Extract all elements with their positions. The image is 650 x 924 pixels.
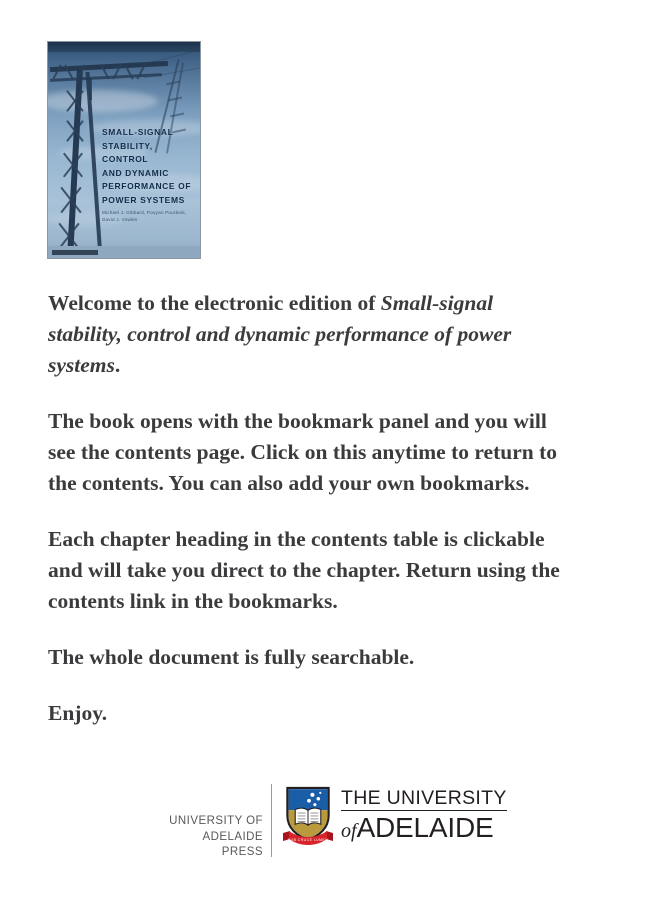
paragraph-searchable: The whole document is fully searchable.	[48, 645, 415, 669]
cover-title-line-6: POWER SYSTEMS	[102, 194, 185, 205]
university-of-word: of	[341, 820, 357, 842]
book-title-italic: Small-signal stability, control and dynamic performance of power systems	[48, 291, 512, 377]
university-adelaide-word: ADELAIDE	[356, 812, 494, 843]
cover-title-line-2: STABILITY,	[102, 140, 153, 151]
logo-divider	[271, 784, 272, 857]
book-cover-image	[48, 42, 200, 258]
cover-title-line-1: SMALL-SIGNAL	[102, 127, 174, 137]
university-of-adelaide-wordmark	[341, 788, 511, 847]
cover-title-line-4: AND DYNAMIC	[102, 167, 170, 178]
university-crest-icon	[285, 786, 331, 858]
press-line-2: ADELAIDE PRESS	[202, 830, 263, 858]
paragraph-bookmarks: The book opens with the bookmark panel and you will see the contents page. Click on this anytime to return to the contents. You can also add your own bookmarks.	[48, 409, 557, 495]
crest-motto-text: SUB CRUCE LUMEN	[287, 837, 329, 842]
adelaide-press-wordmark	[163, 814, 263, 861]
paragraph-1-suffix: .	[114, 353, 121, 377]
crest-ribbon-icon	[282, 828, 334, 850]
paragraph-welcome	[48, 288, 568, 381]
press-line-1: UNIVERSITY OF	[169, 815, 263, 827]
cover-authors-text: Michael J. Gibbard, Pouyan Pourbeik, David J. Vowles	[102, 210, 187, 222]
footer-logos	[0, 782, 650, 872]
university-line-2	[341, 812, 511, 847]
university-line-1: THE UNIVERSITY	[341, 787, 507, 809]
welcome-message	[48, 288, 568, 729]
paragraph-enjoy: Enjoy.	[48, 701, 108, 725]
cover-publisher-mark	[52, 250, 98, 255]
cover-title-line-3: CONTROL	[102, 154, 149, 165]
cover-title-line-5: PERFORMANCE OF	[102, 181, 192, 192]
book-cover	[48, 42, 200, 258]
paragraph-1-prefix: Welcome to the electronic edition of	[48, 291, 381, 315]
cover-bottom-band	[48, 246, 200, 258]
cover-title-text	[102, 126, 198, 208]
paragraph-chapters: Each chapter heading in the contents table is clickable and will take you direct to the chapter. Return using the contents link in the bookmarks.	[48, 527, 560, 613]
